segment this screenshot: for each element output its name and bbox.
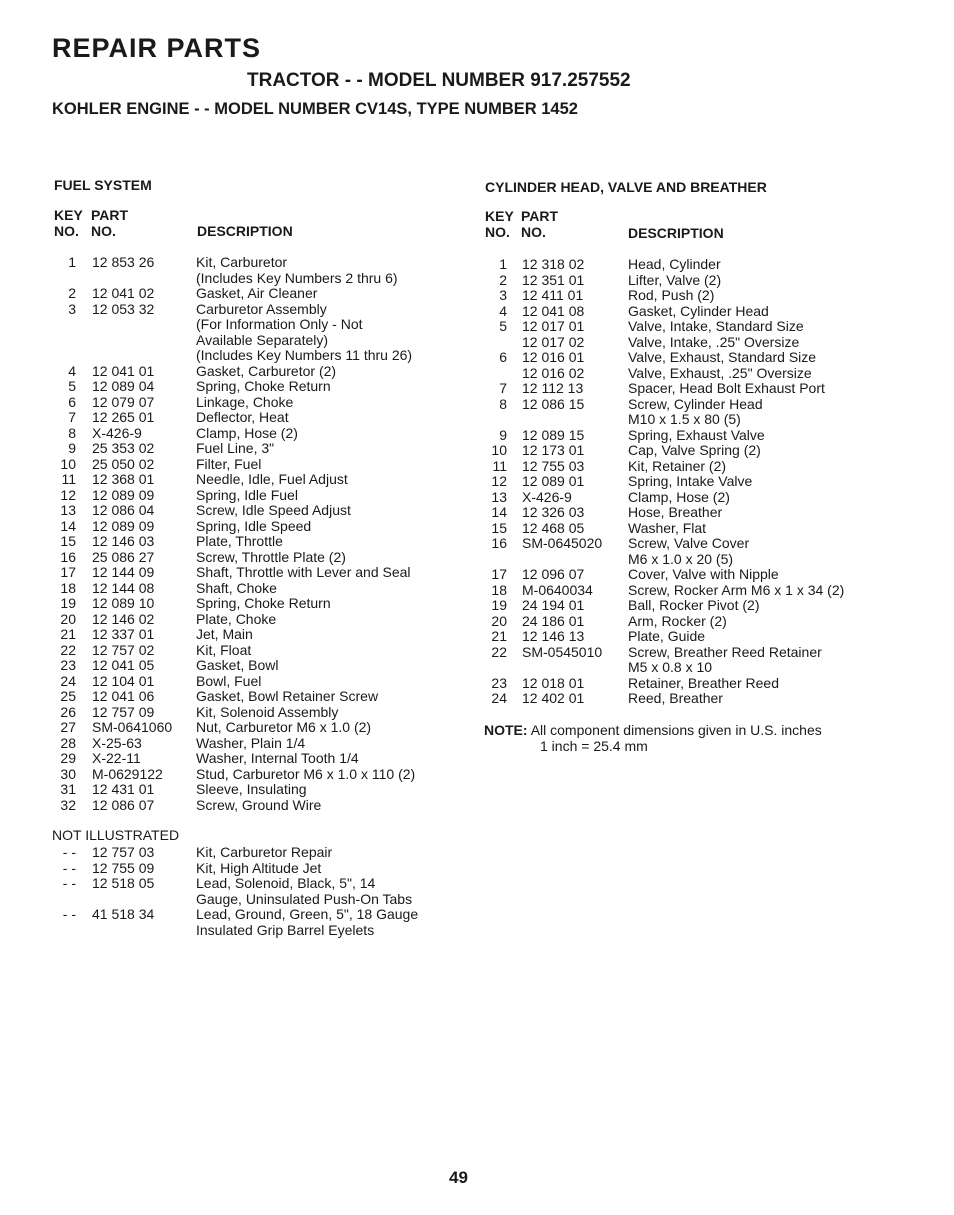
part-row [68,440,476,457]
part-row [491,473,907,490]
key-number: 31 [60,781,76,797]
part-number: 12 079 07 [92,393,155,410]
part-number: 12 016 01 [522,349,585,365]
fuel-description-header: DESCRIPTION [197,223,293,239]
part-row [507,660,907,676]
part-description: Spacer, Head Bolt Exhaust Port [628,380,825,396]
part-description: Screw, Breather Reed Retainer [628,643,822,660]
key-number: 14 [60,517,76,534]
part-description: Gasket, Bowl [196,657,279,673]
part-number: X-22-11 [92,750,141,766]
part-row [499,256,907,273]
part-description: Spring, Choke Return [196,378,331,394]
key-number: 30 [60,765,76,782]
part-description: Hose, Breather [628,504,723,520]
part-row [68,424,476,442]
key-number: 20 [60,610,76,627]
part-number: 12 468 05 [522,519,585,536]
key-number: 17 [491,566,507,582]
part-row [491,535,907,552]
part-row [60,688,476,705]
part-description: Reed, Breather [628,690,723,706]
key-number: 19 [60,595,76,611]
part-row [60,703,476,721]
part-description: Gasket, Bowl Retainer Screw [196,688,379,704]
part-number: 41 518 34 [92,906,155,922]
part-number: 12 518 05 [92,875,155,891]
key-number: 15 [491,519,507,536]
part-number: 12 757 03 [92,844,155,860]
part-row [491,597,907,614]
part-description: Spring, Idle Speed [196,517,312,534]
part-number: 12 041 06 [92,688,155,704]
part-row [68,409,476,426]
key-number: 13 [491,488,507,505]
part-description: M5 x 0.8 x 10 [628,659,713,675]
page-title: REPAIR PARTS [52,33,262,63]
part-number: 24 194 01 [522,597,585,613]
part-number: 12 086 15 [522,395,585,412]
part-number: M-0640034 [522,581,593,598]
part-row [507,366,907,382]
key-number: - - [62,906,76,922]
part-description: Spring, Idle Fuel [196,486,298,503]
part-number: 12 096 07 [522,566,585,582]
part-number: 12 112 13 [522,380,584,396]
part-description: Filter, Fuel [196,455,262,472]
part-row [491,690,907,707]
part-number: 12 086 07 [92,796,155,813]
part-description: Kit, Retainer (2) [628,457,727,474]
part-number: 12 144 08 [92,579,155,596]
part-description: Kit, Carburetor [196,254,288,270]
part-row [491,566,907,583]
part-row [491,442,907,459]
part-row [491,643,907,661]
part-row [60,796,476,814]
not-illustrated-label: NOT ILLUSTRATED [52,827,180,843]
part-row [491,612,907,630]
part-row [76,271,476,287]
part-row [491,519,907,537]
part-number: 12 089 04 [92,378,155,394]
part-description: Available Separately) [196,331,329,348]
fuel-key-header: KEY NO. [54,207,83,239]
part-description: Retainer, Breather Reed [628,674,779,691]
part-row [60,502,476,519]
cyl-key-header: KEY NO. [485,208,514,240]
key-number: 25 [60,688,76,704]
part-row [499,426,907,444]
part-description: Screw, Rocker Arm M6 x 1 x 34 (2) [628,581,845,598]
key-number: 11 [61,471,76,487]
fuel-system-title: FUEL SYSTEM [54,177,152,193]
part-row [60,595,476,612]
key-number: 26 [60,703,76,720]
part-description: Insulated Grip Barrel Eyelets [196,921,375,938]
page-number: 49 [449,1168,468,1187]
note-conversion: 1 inch = 25.4 mm [540,737,648,754]
part-description: Valve, Intake, Standard Size [628,318,804,334]
part-row [60,657,476,674]
key-number: 4 [68,362,76,379]
engine-model-heading: KOHLER ENGINE - - MODEL NUMBER CV14S, TYPE NUMBER 1452 [52,100,578,118]
key-number: 13 [60,502,76,518]
key-number: 9 [68,440,76,456]
part-row [60,626,476,643]
part-number: 12 053 32 [92,300,155,317]
part-row [61,471,476,488]
part-description: Bowl, Fuel [196,672,262,689]
part-row [76,892,476,908]
part-row [499,271,907,289]
part-row [491,628,907,645]
part-row [62,844,476,861]
key-number: 15 [60,533,76,549]
part-number: 25 086 27 [92,548,155,565]
part-row [491,504,907,521]
part-description: Clamp, Hose (2) [196,424,298,441]
key-number: 9 [499,426,507,443]
key-number: 6 [68,393,76,410]
part-number: 12 041 05 [92,657,155,673]
part-row [68,285,476,302]
part-number: 12 173 01 [522,442,585,458]
part-number: 12 017 02 [522,333,585,350]
part-description: Head, Cylinder [628,256,721,272]
part-description: Plate, Choke [196,610,277,627]
key-number: 14 [491,504,507,520]
part-description: M6 x 1.0 x 20 (5) [628,550,734,567]
part-description: Cap, Valve Spring (2) [628,442,761,458]
part-description: (For Information Only - Not [196,316,363,332]
part-row [60,765,476,783]
part-row [68,254,476,271]
part-row [507,335,907,351]
part-row [68,393,476,411]
key-number: 10 [60,455,76,472]
part-row [60,781,476,798]
key-number: 11 [492,457,507,474]
key-number: 17 [60,564,76,580]
part-row [491,488,907,506]
part-row [60,579,476,597]
key-number: 27 [60,719,76,735]
part-number: 12 089 15 [522,426,585,443]
part-number: 12 089 10 [92,595,155,611]
key-number: 24 [60,672,76,689]
part-description: Gasket, Cylinder Head [628,302,769,319]
part-number: 12 755 03 [522,457,585,474]
part-number: 12 146 03 [92,533,155,549]
part-row [60,719,476,736]
part-number: 12 017 01 [522,318,585,334]
part-number: 12 086 04 [92,502,155,518]
part-row [76,923,476,939]
key-number: - - [62,875,76,891]
part-number: 24 186 01 [522,612,585,629]
part-number: 25 050 02 [92,455,155,472]
key-number: 3 [68,300,76,317]
part-row [60,455,476,473]
part-row [62,859,476,877]
key-number: 5 [68,378,76,394]
part-number: 12 144 09 [92,564,155,580]
part-description: Carburetor Assembly [196,300,327,317]
part-number: 12 104 01 [92,672,155,689]
part-number: 12 853 26 [92,254,155,270]
part-row [507,552,907,568]
part-row [60,564,476,581]
part-row [60,641,476,659]
part-row [68,378,476,395]
cylinder-head-parts-list [491,256,907,707]
part-description: Washer, Flat [628,519,707,536]
part-description: Arm, Rocker (2) [628,612,727,629]
part-description: Lead, Solenoid, Black, 5", 14 [196,875,376,891]
part-description: Gauge, Uninsulated Push-On Tabs [196,890,413,907]
cyl-part-header: PART NO. [521,208,559,240]
part-row [60,750,476,767]
part-description: Screw, Ground Wire [196,796,322,813]
key-number: 22 [491,643,507,660]
part-row [499,302,907,320]
part-description: Clamp, Hose (2) [628,488,730,505]
part-number: 12 402 01 [522,690,585,706]
part-number: 12 757 09 [92,703,155,720]
part-description: Spring, Exhaust Valve [628,426,765,443]
part-number: 12 351 01 [522,271,585,288]
part-number: 12 041 02 [92,285,155,301]
key-number: 1 [68,254,76,270]
part-number: 12 016 02 [522,364,585,381]
key-number: 12 [491,473,507,489]
key-number: - - [62,859,76,876]
part-description: Plate, Guide [628,628,706,644]
part-number: SM-0545010 [522,643,603,660]
part-row [62,875,476,892]
part-description: Shaft, Throttle with Lever and Seal [196,564,411,580]
part-description: Lead, Ground, Green, 5", 18 Gauge [196,906,419,922]
part-description: Deflector, Heat [196,409,289,425]
part-number: 12 146 02 [92,610,155,627]
part-row [60,672,476,690]
part-row [491,581,907,599]
part-description: Cover, Valve with Nipple [628,566,779,582]
not-illustrated-parts-list [62,844,476,938]
part-number: SM-0641060 [92,719,173,735]
key-number: 7 [499,380,507,396]
key-number: 20 [491,612,507,629]
part-description: M10 x 1.5 x 80 (5) [628,411,741,427]
part-number: X-25-63 [92,734,142,751]
part-description: Rod, Push (2) [628,287,715,303]
part-number: M-0629122 [92,765,163,782]
part-description: Spring, Choke Return [196,595,331,611]
part-number: 12 368 01 [92,471,155,487]
part-number: 12 089 09 [92,486,155,503]
part-row [68,362,476,380]
part-description: Nut, Carburetor M6 x 1.0 (2) [196,719,372,735]
part-row [76,317,476,333]
part-description: Valve, Intake, .25" Oversize [628,333,800,350]
note-label: NOTE: [484,722,528,738]
key-number: 1 [499,256,507,272]
part-description: Valve, Exhaust, .25" Oversize [628,364,812,381]
key-number: 10 [491,442,507,458]
part-number: 12 411 01 [522,287,584,303]
part-number: 12 337 01 [92,626,155,642]
note-text: All component dimensions given in U.S. inches [530,722,822,738]
part-number: 12 326 03 [522,504,585,520]
part-number: 12 089 01 [522,473,585,489]
part-row [60,533,476,550]
key-number: 16 [60,548,76,565]
part-description: Jet, Main [196,626,253,642]
key-number: 22 [60,641,76,658]
key-number: 28 [60,734,76,751]
part-description: Screw, Valve Cover [628,535,750,551]
key-number: 24 [491,690,507,706]
part-description: Screw, Idle Speed Adjust [196,502,351,518]
part-description: Kit, Carburetor Repair [196,844,333,860]
key-number: 23 [491,674,507,691]
part-description: Washer, Internal Tooth 1/4 [196,750,359,766]
part-row [60,734,476,752]
part-number: X-426-9 [522,488,572,505]
part-row [76,348,476,364]
part-description: Shaft, Choke [196,579,277,596]
part-description: Stud, Carburetor M6 x 1.0 x 110 (2) [196,765,416,782]
part-number: 12 041 01 [92,362,155,379]
part-description: Kit, High Altitude Jet [196,859,322,876]
key-number: 18 [491,581,507,598]
part-number: 12 041 08 [522,302,585,319]
fuel-part-header: PART NO. [91,207,129,239]
part-description: Needle, Idle, Fuel Adjust [196,471,348,487]
part-description: (Includes Key Numbers 11 thru 26) [196,347,413,363]
part-row [507,412,907,428]
part-description: Gasket, Carburetor (2) [196,362,337,379]
part-number: 12 265 01 [92,409,155,425]
part-description: Sleeve, Insulating [196,781,307,797]
key-number: 21 [491,628,507,644]
part-number: 12 018 01 [522,674,585,691]
key-number: 29 [60,750,76,766]
part-number: X-426-9 [92,424,142,441]
part-number: 12 146 13 [522,628,585,644]
key-number: 3 [499,287,507,303]
part-description: Lifter, Valve (2) [628,271,722,288]
key-number: 8 [68,424,76,441]
key-number: 21 [60,626,76,642]
tractor-model-heading: TRACTOR - - MODEL NUMBER 917.257552 [247,70,631,91]
part-description: Valve, Exhaust, Standard Size [628,349,817,365]
part-description: Spring, Intake Valve [628,473,753,489]
part-row [76,333,476,349]
part-description: Plate, Throttle [196,533,283,549]
part-number: 12 431 01 [92,781,155,797]
key-number: 5 [499,318,507,334]
part-row [499,395,907,413]
key-number: 2 [499,271,507,288]
part-number: 12 757 02 [92,641,155,658]
part-row [60,548,476,566]
part-row [60,517,476,535]
part-number: 25 353 02 [92,440,155,456]
part-row [491,674,907,692]
part-row [499,287,907,304]
key-number: 19 [491,597,507,613]
part-row [68,300,476,318]
key-number: 12 [60,486,76,503]
key-number: 32 [60,796,76,813]
part-row [492,457,907,475]
key-number: 4 [499,302,507,319]
key-number: 2 [68,285,76,301]
key-number: 16 [491,535,507,551]
part-description: Screw, Cylinder Head [628,395,763,412]
part-description: Kit, Float [196,641,252,658]
part-number: 12 089 09 [92,517,155,534]
cylinder-head-title: CYLINDER HEAD, VALVE AND BREATHER [485,179,767,195]
part-row [62,906,476,923]
part-description: Kit, Solenoid Assembly [196,703,339,720]
part-description: Ball, Rocker Pivot (2) [628,597,760,613]
key-number: 7 [68,409,76,425]
part-row [60,610,476,628]
part-description: Washer, Plain 1/4 [196,734,306,751]
cyl-description-header: DESCRIPTION [628,225,724,241]
part-description: Gasket, Air Cleaner [196,285,318,301]
part-description: Screw, Throttle Plate (2) [196,548,346,565]
part-row [499,318,907,335]
dimension-note [484,723,822,754]
part-row [499,349,907,366]
part-row [499,380,907,397]
key-number: 8 [499,395,507,412]
key-number: 23 [60,657,76,673]
part-description: Fuel Line, 3" [196,440,275,456]
part-number: 12 318 02 [522,256,585,272]
part-description: Linkage, Choke [196,393,294,410]
part-number: SM-0645020 [522,535,603,551]
key-number: 18 [60,579,76,596]
part-row [60,486,476,504]
fuel-system-parts-list [60,254,476,813]
part-description: (Includes Key Numbers 2 thru 6) [196,269,398,286]
key-number: 6 [499,349,507,365]
key-number: - - [62,844,76,860]
part-number: 12 755 09 [92,859,155,876]
